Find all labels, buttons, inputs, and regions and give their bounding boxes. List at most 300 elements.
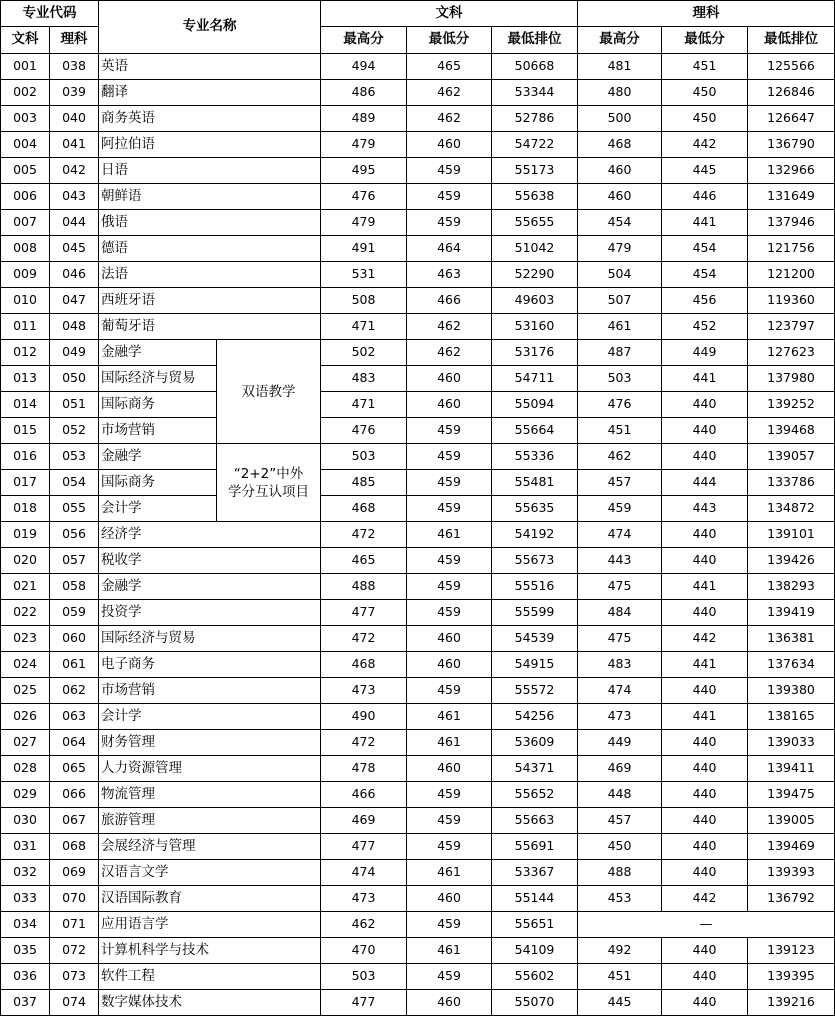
arts-min-rank-cell: 55663 xyxy=(492,808,578,834)
arts-min-rank-cell: 54711 xyxy=(492,366,578,392)
arts-code-cell: 008 xyxy=(1,236,50,262)
science-min-rank-cell: 139252 xyxy=(748,392,835,418)
science-min-rank-cell: 121200 xyxy=(748,262,835,288)
major-name-cell: 英语 xyxy=(99,54,321,80)
arts-max-cell: 469 xyxy=(321,808,407,834)
major-name-cell: 金融学 xyxy=(99,574,321,600)
science-max-cell: 488 xyxy=(578,860,662,886)
arts-max-cell: 471 xyxy=(321,392,407,418)
arts-code-cell: 007 xyxy=(1,210,50,236)
arts-min-cell: 459 xyxy=(407,548,492,574)
major-name-cell: 软件工程 xyxy=(99,964,321,990)
arts-max-cell: 474 xyxy=(321,860,407,886)
science-min-rank-cell: 137634 xyxy=(748,652,835,678)
science-min-rank-cell: 139468 xyxy=(748,418,835,444)
science-max-cell: 443 xyxy=(578,548,662,574)
major-name-cell: 投资学 xyxy=(99,600,321,626)
table-row xyxy=(1,886,835,912)
program-note-line: 学分互认项目 xyxy=(228,483,309,500)
science-max-cell: 476 xyxy=(578,392,662,418)
science-min-rank-cell: 139475 xyxy=(748,782,835,808)
arts-max-cell: 476 xyxy=(321,418,407,444)
arts-code-cell: 025 xyxy=(1,678,50,704)
arts-min-cell: 460 xyxy=(407,392,492,418)
arts-min-rank-cell: 55602 xyxy=(492,964,578,990)
science-code-cell: 071 xyxy=(50,912,99,938)
arts-code-cell: 026 xyxy=(1,704,50,730)
major-name-cell: 汉语言文学 xyxy=(99,860,321,886)
arts-max-cell: 473 xyxy=(321,678,407,704)
arts-max-cell: 478 xyxy=(321,756,407,782)
arts-max-cell: 470 xyxy=(321,938,407,964)
arts-code-cell: 021 xyxy=(1,574,50,600)
arts-min-rank-cell: 55173 xyxy=(492,158,578,184)
science-max-cell: 484 xyxy=(578,600,662,626)
arts-code-cell: 006 xyxy=(1,184,50,210)
science-min-cell: 445 xyxy=(662,158,748,184)
science-code-cell: 056 xyxy=(50,522,99,548)
arts-max-cell: 491 xyxy=(321,236,407,262)
arts-code-cell: 028 xyxy=(1,756,50,782)
arts-code-cell: 024 xyxy=(1,652,50,678)
arts-code-cell: 030 xyxy=(1,808,50,834)
science-min-cell: 441 xyxy=(662,210,748,236)
major-name-cell: 德语 xyxy=(99,236,321,262)
table-row xyxy=(1,574,835,600)
table-row xyxy=(1,652,835,678)
science-max-cell: 454 xyxy=(578,210,662,236)
header-science: 理科 xyxy=(578,1,835,27)
arts-max-cell: 488 xyxy=(321,574,407,600)
arts-code-cell: 005 xyxy=(1,158,50,184)
science-code-cell: 063 xyxy=(50,704,99,730)
major-name-cell: 阿拉伯语 xyxy=(99,132,321,158)
arts-min-cell: 462 xyxy=(407,106,492,132)
science-min-rank-cell: 139033 xyxy=(748,730,835,756)
arts-min-rank-cell: 55572 xyxy=(492,678,578,704)
science-code-cell: 061 xyxy=(50,652,99,678)
science-code-cell: 042 xyxy=(50,158,99,184)
science-max-cell: 460 xyxy=(578,158,662,184)
science-min-rank-cell: 137980 xyxy=(748,366,835,392)
major-name-cell: 市场营销 xyxy=(99,678,321,704)
science-min-rank-cell: 121756 xyxy=(748,236,835,262)
science-max-cell: 457 xyxy=(578,470,662,496)
arts-code-cell: 033 xyxy=(1,886,50,912)
arts-code-cell: 029 xyxy=(1,782,50,808)
table-row xyxy=(1,756,835,782)
arts-min-cell: 465 xyxy=(407,54,492,80)
arts-code-cell: 004 xyxy=(1,132,50,158)
major-name-cell: 会计学 xyxy=(99,496,217,522)
table-row xyxy=(1,912,835,938)
header-code-science: 理科 xyxy=(50,27,99,54)
science-min-cell: 441 xyxy=(662,574,748,600)
science-min-rank-cell: 139419 xyxy=(748,600,835,626)
major-name-cell: 税收学 xyxy=(99,548,321,574)
science-max-cell: 487 xyxy=(578,340,662,366)
major-name-cell: 电子商务 xyxy=(99,652,321,678)
major-name-cell: 日语 xyxy=(99,158,321,184)
arts-min-cell: 460 xyxy=(407,366,492,392)
table-row xyxy=(1,600,835,626)
science-code-cell: 068 xyxy=(50,834,99,860)
science-min-cell: 440 xyxy=(662,392,748,418)
major-name-cell: 计算机科学与技术 xyxy=(99,938,321,964)
program-note-line: “2+2”中外 xyxy=(233,465,304,482)
table-row xyxy=(1,392,835,418)
science-not-offered-cell: — xyxy=(578,912,835,938)
science-code-cell: 066 xyxy=(50,782,99,808)
table-row xyxy=(1,626,835,652)
science-max-cell: 450 xyxy=(578,834,662,860)
science-max-cell: 500 xyxy=(578,106,662,132)
arts-max-cell: 468 xyxy=(321,496,407,522)
arts-min-rank-cell: 55655 xyxy=(492,210,578,236)
major-name-cell: 金融学 xyxy=(99,340,217,366)
science-min-cell: 440 xyxy=(662,418,748,444)
science-min-cell: 442 xyxy=(662,626,748,652)
arts-min-cell: 461 xyxy=(407,730,492,756)
science-max-cell: 475 xyxy=(578,626,662,652)
major-name-cell: 法语 xyxy=(99,262,321,288)
arts-min-cell: 460 xyxy=(407,756,492,782)
header-code-group: 专业代码 xyxy=(1,1,99,27)
major-name-cell: 应用语言学 xyxy=(99,912,321,938)
arts-code-cell: 011 xyxy=(1,314,50,340)
arts-max-cell: 531 xyxy=(321,262,407,288)
science-max-cell: 492 xyxy=(578,938,662,964)
major-name-cell: 国际经济与贸易 xyxy=(99,626,321,652)
science-min-rank-cell: 126846 xyxy=(748,80,835,106)
table-row xyxy=(1,444,835,470)
science-min-rank-cell: 134872 xyxy=(748,496,835,522)
arts-min-cell: 459 xyxy=(407,418,492,444)
arts-min-cell: 459 xyxy=(407,496,492,522)
major-name-cell: 汉语国际教育 xyxy=(99,886,321,912)
science-code-cell: 073 xyxy=(50,964,99,990)
table-row xyxy=(1,964,835,990)
arts-min-cell: 459 xyxy=(407,782,492,808)
major-name-cell: 俄语 xyxy=(99,210,321,236)
major-name-cell: 旅游管理 xyxy=(99,808,321,834)
science-code-cell: 064 xyxy=(50,730,99,756)
program-note-bilingual: 双语教学 xyxy=(217,340,321,444)
science-max-cell: 462 xyxy=(578,444,662,470)
science-max-cell: 457 xyxy=(578,808,662,834)
table-row xyxy=(1,496,835,522)
science-max-cell: 459 xyxy=(578,496,662,522)
arts-min-rank-cell: 49603 xyxy=(492,288,578,314)
science-code-cell: 067 xyxy=(50,808,99,834)
science-min-rank-cell: 123797 xyxy=(748,314,835,340)
science-min-rank-cell: 139469 xyxy=(748,834,835,860)
arts-code-cell: 022 xyxy=(1,600,50,626)
science-min-cell: 451 xyxy=(662,54,748,80)
science-code-cell: 040 xyxy=(50,106,99,132)
science-code-cell: 070 xyxy=(50,886,99,912)
science-min-rank-cell: 139380 xyxy=(748,678,835,704)
arts-min-rank-cell: 55070 xyxy=(492,990,578,1016)
table-row xyxy=(1,834,835,860)
arts-min-rank-cell: 51042 xyxy=(492,236,578,262)
arts-min-cell: 459 xyxy=(407,470,492,496)
arts-min-rank-cell: 54539 xyxy=(492,626,578,652)
science-min-rank-cell: 139395 xyxy=(748,964,835,990)
table-row xyxy=(1,366,835,392)
science-max-cell: 479 xyxy=(578,236,662,262)
arts-min-cell: 459 xyxy=(407,444,492,470)
major-name-cell: 人力资源管理 xyxy=(99,756,321,782)
arts-max-cell: 508 xyxy=(321,288,407,314)
science-code-cell: 046 xyxy=(50,262,99,288)
science-min-cell: 440 xyxy=(662,522,748,548)
science-code-cell: 074 xyxy=(50,990,99,1016)
arts-min-cell: 460 xyxy=(407,132,492,158)
science-min-rank-cell: 139123 xyxy=(748,938,835,964)
science-min-rank-cell: 137946 xyxy=(748,210,835,236)
science-min-cell: 454 xyxy=(662,262,748,288)
arts-min-rank-cell: 55664 xyxy=(492,418,578,444)
science-max-cell: 504 xyxy=(578,262,662,288)
arts-min-rank-cell: 55673 xyxy=(492,548,578,574)
science-min-rank-cell: 139393 xyxy=(748,860,835,886)
arts-max-cell: 465 xyxy=(321,548,407,574)
arts-code-cell: 023 xyxy=(1,626,50,652)
arts-max-cell: 466 xyxy=(321,782,407,808)
arts-min-rank-cell: 50668 xyxy=(492,54,578,80)
arts-max-cell: 486 xyxy=(321,80,407,106)
arts-min-cell: 462 xyxy=(407,340,492,366)
science-code-cell: 041 xyxy=(50,132,99,158)
arts-min-rank-cell: 55652 xyxy=(492,782,578,808)
table-row xyxy=(1,860,835,886)
table-row xyxy=(1,782,835,808)
science-min-cell: 440 xyxy=(662,730,748,756)
arts-code-cell: 037 xyxy=(1,990,50,1016)
science-code-cell: 059 xyxy=(50,600,99,626)
arts-min-cell: 459 xyxy=(407,808,492,834)
arts-min-cell: 460 xyxy=(407,886,492,912)
table-row xyxy=(1,990,835,1016)
science-max-cell: 451 xyxy=(578,964,662,990)
science-max-cell: 469 xyxy=(578,756,662,782)
science-max-cell: 474 xyxy=(578,522,662,548)
science-min-rank-cell: 136792 xyxy=(748,886,835,912)
major-name-cell: 数字媒体技术 xyxy=(99,990,321,1016)
major-name-cell: 商务英语 xyxy=(99,106,321,132)
science-max-cell: 461 xyxy=(578,314,662,340)
arts-min-cell: 461 xyxy=(407,938,492,964)
science-code-cell: 048 xyxy=(50,314,99,340)
science-min-cell: 442 xyxy=(662,132,748,158)
science-min-cell: 440 xyxy=(662,938,748,964)
arts-code-cell: 016 xyxy=(1,444,50,470)
arts-code-cell: 031 xyxy=(1,834,50,860)
arts-min-cell: 461 xyxy=(407,704,492,730)
science-min-rank-cell: 138293 xyxy=(748,574,835,600)
program-note-2plus2 xyxy=(217,444,321,522)
major-name-cell: 西班牙语 xyxy=(99,288,321,314)
arts-max-cell: 477 xyxy=(321,834,407,860)
arts-min-rank-cell: 55651 xyxy=(492,912,578,938)
arts-min-rank-cell: 55094 xyxy=(492,392,578,418)
science-min-cell: 454 xyxy=(662,236,748,262)
header-row-1 xyxy=(1,1,835,27)
science-max-cell: 445 xyxy=(578,990,662,1016)
arts-code-cell: 002 xyxy=(1,80,50,106)
arts-min-cell: 459 xyxy=(407,912,492,938)
arts-min-rank-cell: 53344 xyxy=(492,80,578,106)
arts-max-cell: 483 xyxy=(321,366,407,392)
arts-max-cell: 494 xyxy=(321,54,407,80)
arts-min-rank-cell: 54915 xyxy=(492,652,578,678)
arts-min-rank-cell: 54109 xyxy=(492,938,578,964)
science-code-cell: 052 xyxy=(50,418,99,444)
table-row xyxy=(1,340,835,366)
arts-code-cell: 009 xyxy=(1,262,50,288)
table-row xyxy=(1,314,835,340)
table-row xyxy=(1,704,835,730)
science-max-cell: 451 xyxy=(578,418,662,444)
arts-min-rank-cell: 53609 xyxy=(492,730,578,756)
science-min-cell: 446 xyxy=(662,184,748,210)
science-min-rank-cell: 138165 xyxy=(748,704,835,730)
arts-max-cell: 479 xyxy=(321,132,407,158)
arts-min-rank-cell: 55516 xyxy=(492,574,578,600)
arts-min-rank-cell: 54722 xyxy=(492,132,578,158)
science-code-cell: 039 xyxy=(50,80,99,106)
science-min-cell: 444 xyxy=(662,470,748,496)
table-row xyxy=(1,210,835,236)
science-code-cell: 050 xyxy=(50,366,99,392)
science-min-rank-cell: 139057 xyxy=(748,444,835,470)
arts-max-cell: 489 xyxy=(321,106,407,132)
arts-min-rank-cell: 55691 xyxy=(492,834,578,860)
table-row xyxy=(1,678,835,704)
science-min-rank-cell: 119360 xyxy=(748,288,835,314)
arts-max-cell: 479 xyxy=(321,210,407,236)
science-min-cell: 441 xyxy=(662,366,748,392)
arts-min-rank-cell: 55638 xyxy=(492,184,578,210)
table-row xyxy=(1,808,835,834)
arts-min-rank-cell: 55481 xyxy=(492,470,578,496)
science-code-cell: 055 xyxy=(50,496,99,522)
science-max-cell: 480 xyxy=(578,80,662,106)
arts-min-cell: 459 xyxy=(407,678,492,704)
header-arts-min: 最低分 xyxy=(407,27,492,54)
arts-max-cell: 476 xyxy=(321,184,407,210)
arts-min-cell: 461 xyxy=(407,860,492,886)
science-min-cell: 440 xyxy=(662,756,748,782)
science-code-cell: 057 xyxy=(50,548,99,574)
science-min-cell: 440 xyxy=(662,600,748,626)
arts-max-cell: 503 xyxy=(321,444,407,470)
arts-min-cell: 459 xyxy=(407,600,492,626)
header-arts: 文科 xyxy=(321,1,578,27)
arts-code-cell: 012 xyxy=(1,340,50,366)
arts-min-rank-cell: 54256 xyxy=(492,704,578,730)
arts-min-rank-cell: 54371 xyxy=(492,756,578,782)
science-code-cell: 049 xyxy=(50,340,99,366)
arts-min-cell: 459 xyxy=(407,158,492,184)
science-min-cell: 440 xyxy=(662,860,748,886)
science-code-cell: 044 xyxy=(50,210,99,236)
arts-max-cell: 472 xyxy=(321,626,407,652)
arts-max-cell: 471 xyxy=(321,314,407,340)
arts-max-cell: 495 xyxy=(321,158,407,184)
science-code-cell: 045 xyxy=(50,236,99,262)
arts-code-cell: 015 xyxy=(1,418,50,444)
arts-min-cell: 461 xyxy=(407,522,492,548)
science-min-rank-cell: 139411 xyxy=(748,756,835,782)
table-row xyxy=(1,470,835,496)
arts-code-cell: 020 xyxy=(1,548,50,574)
science-code-cell: 047 xyxy=(50,288,99,314)
table-row xyxy=(1,418,835,444)
arts-min-cell: 462 xyxy=(407,314,492,340)
science-max-cell: 475 xyxy=(578,574,662,600)
science-max-cell: 483 xyxy=(578,652,662,678)
arts-min-rank-cell: 55144 xyxy=(492,886,578,912)
arts-min-rank-cell: 55635 xyxy=(492,496,578,522)
science-min-cell: 440 xyxy=(662,782,748,808)
table-row xyxy=(1,262,835,288)
science-min-cell: 440 xyxy=(662,808,748,834)
science-max-cell: 503 xyxy=(578,366,662,392)
science-max-cell: 448 xyxy=(578,782,662,808)
table-row xyxy=(1,236,835,262)
arts-max-cell: 472 xyxy=(321,522,407,548)
arts-code-cell: 034 xyxy=(1,912,50,938)
arts-max-cell: 503 xyxy=(321,964,407,990)
header-code-arts: 文科 xyxy=(1,27,50,54)
science-max-cell: 449 xyxy=(578,730,662,756)
science-min-rank-cell: 125566 xyxy=(748,54,835,80)
science-min-rank-cell: 136790 xyxy=(748,132,835,158)
arts-min-cell: 463 xyxy=(407,262,492,288)
science-min-rank-cell: 132966 xyxy=(748,158,835,184)
header-science-min-rank: 最低排位 xyxy=(748,27,835,54)
major-name-cell: 物流管理 xyxy=(99,782,321,808)
arts-min-cell: 460 xyxy=(407,652,492,678)
arts-code-cell: 017 xyxy=(1,470,50,496)
science-min-rank-cell: 127623 xyxy=(748,340,835,366)
arts-max-cell: 472 xyxy=(321,730,407,756)
arts-min-rank-cell: 55599 xyxy=(492,600,578,626)
science-code-cell: 054 xyxy=(50,470,99,496)
table-row xyxy=(1,288,835,314)
arts-max-cell: 477 xyxy=(321,990,407,1016)
table-row xyxy=(1,184,835,210)
science-min-rank-cell: 139216 xyxy=(748,990,835,1016)
arts-min-cell: 459 xyxy=(407,184,492,210)
arts-code-cell: 013 xyxy=(1,366,50,392)
arts-min-cell: 464 xyxy=(407,236,492,262)
major-name-cell: 会展经济与管理 xyxy=(99,834,321,860)
header-arts-min-rank: 最低排位 xyxy=(492,27,578,54)
science-min-cell: 443 xyxy=(662,496,748,522)
arts-max-cell: 485 xyxy=(321,470,407,496)
arts-min-cell: 459 xyxy=(407,964,492,990)
header-science-max: 最高分 xyxy=(578,27,662,54)
arts-max-cell: 462 xyxy=(321,912,407,938)
header-science-min: 最低分 xyxy=(662,27,748,54)
science-min-cell: 452 xyxy=(662,314,748,340)
header-major-name: 专业名称 xyxy=(99,1,321,54)
science-code-cell: 060 xyxy=(50,626,99,652)
major-name-cell: 国际商务 xyxy=(99,392,217,418)
